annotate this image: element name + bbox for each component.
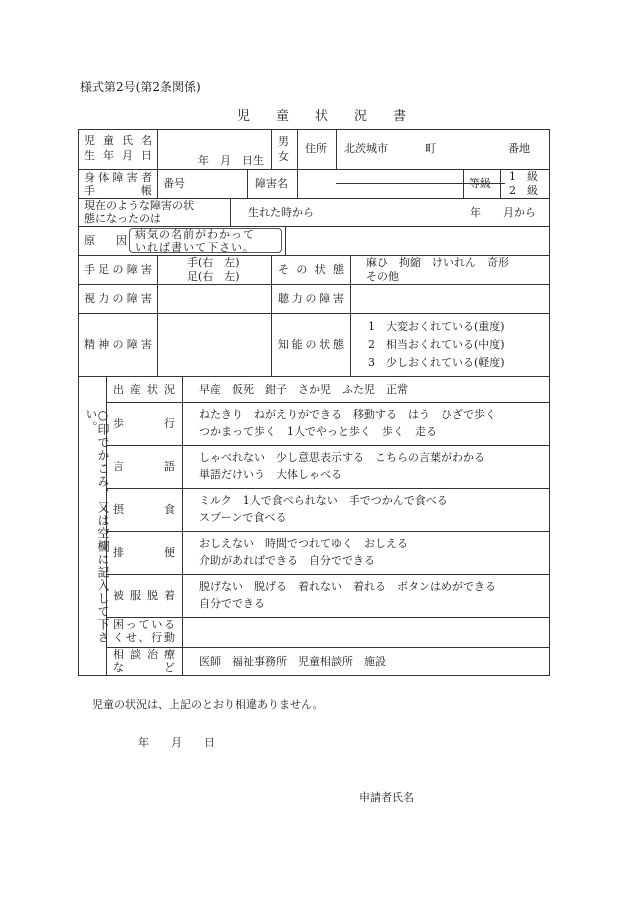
cause-label-2: 因 (116, 234, 127, 247)
address-label: 住所 (305, 142, 327, 155)
dressing-label: 被服脱着 (113, 589, 175, 602)
toilet-options-1: おしえない 時間でつれてゆく おしえる (199, 537, 408, 550)
consultation-label-2: な ど (113, 661, 175, 674)
dressing-options-1: 脱げない 脱げる 着れない 着れる ボタンはめができる (199, 580, 496, 593)
applicant-name-label: 申請者氏名 (359, 791, 414, 804)
sex-female: 女 (278, 150, 289, 163)
page-title: 児 童 状 況 書 (237, 109, 407, 124)
disability-cert-label-2: 手 帳 (84, 184, 152, 197)
hand-side: 手(右 左) (187, 256, 240, 269)
limb-condition-other: その他 (366, 270, 399, 283)
walking-label: 歩 行 (113, 417, 175, 430)
child-name-label: 児童氏名 (84, 134, 152, 147)
behavior-label-2: くせ、行動 (113, 631, 175, 644)
limb-disability-label: 手足の障害 (84, 263, 152, 276)
disability-cert-label: 身体障害者 (84, 171, 152, 184)
certification-statement: 児童の状況は、上記のとおり相違ありません。 (92, 698, 324, 711)
grade-2: 2 級 (509, 184, 538, 197)
address-banchi: 番地 (508, 142, 530, 155)
grade-1: 1 級 (509, 170, 538, 183)
eating-options-2: スプーンで食べる (199, 511, 287, 524)
speech-options-1: しゃべれない 少し意思表示する こちらの言葉がわかる (199, 451, 485, 464)
foot-side: 足(右 左) (187, 270, 240, 283)
cause-label: 原 (84, 234, 95, 247)
cause-note-1: 病気の名前がわかって (135, 228, 255, 241)
mental-label: 精神の障害 (84, 338, 152, 351)
intellect-level-2: 2 相当おくれている(中度) (368, 338, 505, 351)
signature-date: 年 月 日 (138, 736, 215, 749)
walking-options-1: ねたきり ねがえりができる 移動する はう ひざで歩く (199, 408, 496, 421)
intellect-label: 知能の状態 (278, 338, 344, 351)
vision-label: 視力の障害 (84, 292, 152, 305)
limb-condition-options: 麻ひ 拘縮 けいれん 奇形 (366, 256, 509, 269)
speech-label: 言 語 (113, 460, 175, 473)
form-number: 様式第2号(第2条関係) (80, 80, 201, 94)
side-instruction: ○印でかこみ、又は空欄に記入して下さい。 (84, 408, 110, 644)
grade-label: 等級 (469, 177, 491, 190)
cert-number-label: 番号 (163, 177, 185, 190)
consultation-label: 相談治療 (113, 648, 175, 661)
cause-note-2: いれば書いて下さい。 (135, 241, 255, 254)
sex-male: 男 (278, 135, 289, 148)
disability-name-label: 障害名 (255, 177, 288, 190)
birth-status-label: 出産状況 (113, 383, 175, 396)
birthdate-format: 年 月 日生 (198, 154, 264, 167)
hearing-label: 聴力の障害 (278, 292, 344, 305)
since-birth: 生れた時から (248, 206, 314, 219)
dressing-options-2: 自分でできる (199, 597, 265, 610)
eating-options-1: ミルク 1人で食べられない 手でつかんで食べる (199, 494, 448, 507)
birth-status-options: 早産 仮死 鉗子 さか児 ふた児 正常 (199, 383, 408, 396)
onset-year-month: 年 月から (470, 206, 536, 219)
toilet-label: 排 便 (113, 546, 175, 559)
intellect-level-3: 3 少しおくれている(軽度) (368, 356, 505, 369)
address-town: 町 (425, 142, 436, 155)
birthdate-label: 生年月日 (84, 149, 152, 162)
onset-label-2: 態になったのは (84, 212, 161, 225)
behavior-label: 困っている (113, 618, 175, 631)
limb-condition-label: その状態 (278, 263, 344, 276)
eating-label: 摂 食 (113, 503, 175, 516)
onset-label: 現在のような障害の状 (84, 199, 194, 212)
speech-options-2: 単語だけいう 大体しゃべる (199, 468, 342, 481)
toilet-options-2: 介助があればできる 自分でできる (199, 554, 375, 567)
address-city: 北茨城市 (344, 142, 388, 155)
walking-options-2: つかまって歩く 1人でやっと歩く 歩く 走る (199, 425, 437, 438)
consultation-options: 医師 福祉事務所 児童相談所 施設 (199, 655, 386, 668)
intellect-level-1: 1 大変おくれている(重度) (368, 320, 505, 333)
